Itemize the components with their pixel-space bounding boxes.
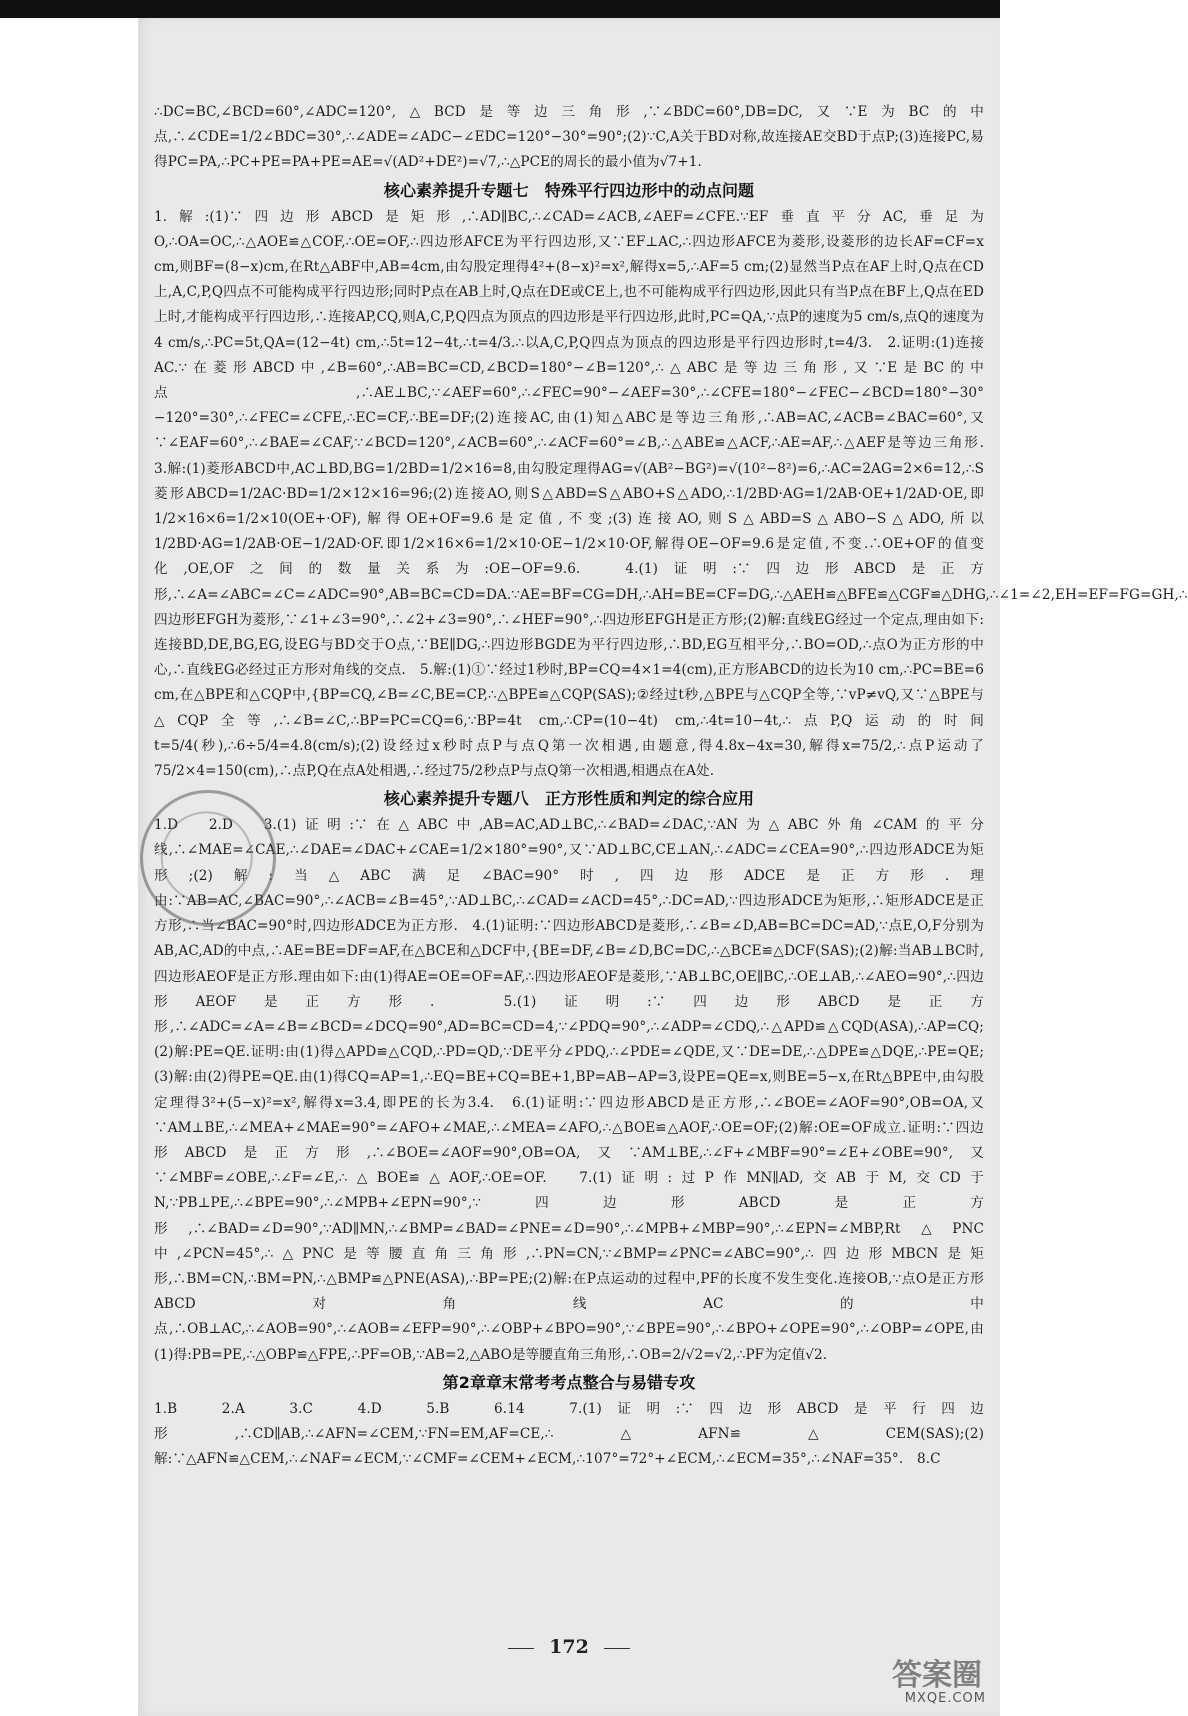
chapter-2-body: 1.B 2.A 3.C 4.D 5.B 6.14 7.(1)证明:∵四边形ABCD是平行四边形,∴CD∥AB,∴∠AFN=∠CEM,∵FN=EM,AF=CE,∴△AFN≌△CEM(SAS);(2)解:∵△AFN≌△CEM,∴∠NAF=∠ECM,∵∠CMF=∠CEM+∠ECM,∴107°=72°+∠ECM,∴∠ECM=35°,∴∠NAF=35°. 8.C bbox=[154, 1400, 984, 1468]
left-white-margin bbox=[0, 18, 138, 1716]
site-watermark bbox=[836, 1650, 986, 1706]
section-heading-7: 核心素养提升专题七 特殊平行四边形中的动点问题 bbox=[383, 180, 755, 200]
right-dash bbox=[604, 1648, 630, 1649]
section-heading-8: 核心素养提升专题八 正方形性质和判定的综合应用 bbox=[383, 789, 755, 809]
section-7-body: 1.解:(1)∵四边形ABCD是矩形,∴AD∥BC,∴∠CAD=∠ACB,∠AEF=∠CFE.∵EF垂直平分AC,垂足为O,∴OA=OC,∴△AOE≌△COF,∴OE=OF,∴四边形AFCE为平行四边形,又∵EF⊥AC,∴四边形AFCE为菱形,设菱形的边长AF=CF=x cm,则BF=(8−x)cm,在Rt△ABF中,AB=4cm,由勾股定理得4²+(8−x)²=x²,解得x=5,∴AF=5 cm;(2)显然当P点在AF上时,Q点在CD上,A,C,P,Q四点不可能构成平行四边形;同时P点在AB上时,Q点在DE或CE上,也不可能构成平行四边形,因此只有当P点在BF上,Q点在ED上时,才能构成平行四边形,∴连接AP,CQ,则A,C,P,Q四点为顶点的四边形是平行四边形,此时,PC=QA,∵点P的速度为5 cm/s,点Q的速度为4 cm/s,∴PC=5t,QA=(12−4t) cm,∴5t=12−4t,∴t=4/3.∴以A,C,P,Q四点为顶点的四边形是平行四边形时,t=4/3. 2.证明:(1)连接AC.∵在菱形ABCD中,∠B=60°,∴AB=BC=CD,∠BCD=180°−∠B=120°,∴△ABC是等边三角形,又∵E是BC的中点,∴AE⊥BC,∵∠AEF=60°,∴∠FEC=90°−∠AEF=30°,∴∠CFE=180°−∠FEC−∠BCD=180°−30°−120°=30°,∴∠FEC=∠CFE,∴EC=CF,∴BE=DF;(2)连接AC,由(1)知△ABC是等边三角形,∴AB=AC,∠ACB=∠BAC=60°,又∵∠EAF=60°,∴∠BAE=∠CAF,∵∠BCD=120°,∠ACB=60°,∴∠ACF=60°=∠B,∴△ABE≌△ACF,∴AE=AF,∴△AEF是等边三角形. 3.解:(1)菱形ABCD中,AC⊥BD,BG=1/2BD=1/2×16=8,由勾股定理得AG=√(AB²−BG²)=√(10²−8²)=6,∴AC=2AG=2×6=12,∴S菱形ABCD=1/2AC·BD=1/2×12×16=96;(2)连接AO,则S△ABD=S△ABO+S△ADO,∴1/2BD·AG=1/2AB·OE+1/2AD·OE,即1/2×16×6=1/2×10(OE+·OF),解得OE+OF=9.6是定值,不变;(3)连接AO,则S△ABD=S△ABO−S△ADO,所以1/2BD·AG=1/2AB·OE−1/2AD·OF.即1/2×16×6=1/2×10·OE−1/2×10·OF,解得OE−OF=9.6是定值,不变.∴OE+OF的值变化,OE,OF之间的数量关系为:OE−OF=9.6. 4.(1)证明:∵四边形ABCD是正方形,∴∠A=∠ABC=∠C=∠ADC=90°,AB=BC=CD=DA.∵AE=BF=CG=DH,∴AH=BE=CF=DG,∴△AEH≌△BFE≌△CGF≌△DHG,∴∠1=∠2,EH=EF=FG=GH,∴四边形EFGH为菱形,∵∠1+∠3=90°,∴∠2+∠3=90°,∴∠HEF=90°,∴四边形EFGH是正方形;(2)解:直线EG经过一个定点,理由如下:连接BD,DE,BG,EG,设EG与BD交于O点,∵BE∥DG,∴四边形BGDE为平行四边形,∴BD,EG互相平分,∴BO=OD,∴点O为正方形的中心,∴直线EG必经过正方形对角线的交点. 5.解:(1)①∵经过1秒时,BP=CQ=4×1=4(cm),正方形ABCD的边长为10 cm,∴PC=BE=6 cm,在△BPE和△CQP中,{BP=CQ,∠B=∠C,BE=CP,∴△BPE≌△CQP(SAS);②经过t秒,△BPE与△CQP全等,∵vP≠vQ,又∵△BPE与△CQP全等,∴∠B=∠C,∴BP=PC=CQ=6,∵BP=4t cm,∴CP=(10−4t) cm,∴4t=10−4t,∴点P,Q运动的时间t=5/4(秒),∴6÷5/4=4.8(cm/s);(2)设经过x秒时点P与点Q第一次相遇,由题意,得4.8x−4x=30,解得x=75/2,∴点P运动了75/2×4=150(cm),∴点P,Q在点A处相遇,∴经过75/2秒点P与点Q第一次相遇,相遇点在A处. bbox=[154, 208, 1188, 780]
section-8-body: 1.D 2.D 3.(1)证明:∵在△ABC中,AB=AC,AD⊥BC,∴∠BAD=∠DAC,∵AN为△ABC外角∠CAM的平分线,∴∠MAE=∠CAE,∴∠DAE=∠DAC+∠CAE=1/2×180°=90°,又∵AD⊥BC,CE⊥AN,∴∠ADC=∠CEA=90°,∴四边形ADCE为矩形;(2)解:当△ABC满足∠BAC=90°时,四边形ADCE是正方形.理由:∵AB=AC,∠BAC=90°,∴∠ACB=∠B=45°,∵AD⊥BC,∴∠CAD=∠ACD=45°,∴DC=AD,∵四边形ADCE为矩形,∴矩形ADCE是正方形,∴当∠BAC=90°时,四边形ADCE为正方形. 4.(1)证明:∵四边形ABCD是菱形,∴∠B=∠D,AB=BC=DC=AD,∵点E,O,F分别为AB,AC,AD的中点,∴AE=BE=DF=AF,在△BCE和△DCF中,{BE=DF,∠B=∠D,BC=DC,∴△BCE≌△DCF(SAS);(2)解:当AB⊥BC时,四边形AEOF是正方形.理由如下:由(1)得AE=OE=OF=AF,∴四边形AEOF是菱形,∵AB⊥BC,OE∥BC,∴OE⊥AB,∴∠AEO=90°,∴四边形AEOF是正方形. 5.(1)证明:∵四边形ABCD是正方形,∴∠ADC=∠A=∠B=∠BCD=∠DCQ=90°,AD=BC=CD=4,∵∠PDQ=90°,∴∠ADP=∠CDQ,∴△APD≌△CQD(ASA),∴AP=CQ;(2)解:PE=QE.证明:由(1)得△APD≌△CQD,∴PD=QD,∵DE平分∠PDQ,∴∠PDE=∠QDE,又∵DE=DE,∴△DPE≌△DQE,∴PE=QE;(3)解:由(2)得PE=QE.由(1)得CQ=AP=1,∴EQ=BE+CQ=BE+1,BP=AB−AP=3,设PE=QE=x,则BE=5−x,在Rt△BPE中,由勾股定理得3²+(5−x)²=x²,解得x=3.4,即PE的长为3.4. 6.(1)证明:∵四边形ABCD是正方形,∴∠BOE=∠AOF=90°,OB=OA,又∵AM⊥BE,∴∠MEA+∠MAE=90°=∠AFO+∠MAE,∴∠MEA=∠AFO,∴△BOE≌△AOF,∴OE=OF;(2)解:OE=OF成立.证明:∵四边形ABCD是正方形,∴∠BOE=∠AOF=90°,OB=OA,又∵AM⊥BE,∴∠F+∠MBF=90°=∠E+∠OBE=90°,又∵∠MBF=∠OBE,∴∠F=∠E,∴△BOE≌△AOF,∴OE=OF. 7.(1)证明:过P作MN∥AD,交AB于M,交CD于N,∵PB⊥PE,∴∠BPE=90°,∴∠MPB+∠EPN=90°,∵四边形ABCD是正方形,∴∠BAD=∠D=90°,∵AD∥MN,∴∠BMP=∠BAD=∠PNE=∠D=90°,∴∠MPB+∠MBP=90°,∴∠EPN=∠MBP,Rt△PNC中,∠PCN=45°,∴△PNC是等腰直角三角形,∴PN=CN,∵∠BMP=∠PNC=∠ABC=90°,∴四边形MBCN是矩形,∴BM=CN,∴BM=PN,∴△BMP≌△PNE(ASA),∴BP=PE;(2)解:在P点运动的过程中,PF的长度不发生变化.连接OB,∵点O是正方形ABCD对角线AC的中点,∴OB⊥AC,∴∠AOB=90°,∴∠AOB=∠EFP=90°,∴∠OBP+∠BPO=90°,∵∠BPE=90°,∴∠BPO+∠OPE=90°,∴∠OBP=∠OPE,由(1)得:PB=PE,∴△OBP≌△FPE,∴PF=OB,∵AB=2,△ABO是等腰直角三角形,∴OB=2/√2=√2,∴PF为定值√2. bbox=[154, 817, 984, 1363]
watermark-logo: 答案圈 bbox=[892, 1658, 982, 1693]
intro-paragraph: ∴DC=BC,∠BCD=60°,∠ADC=120°,△BCD是等边三角形,∵∠BDC=60°,DB=DC,又∵E为BC的中点,∴∠CDE=1/2∠BDC=30°,∴∠ADE=∠ADC−∠EDC=120°−30°=90°;(2)∵C,A关于BD对称,故连接AE交BD于点P;(3)连接PC,易得PC=PA,∴PC+PE=PA+PE=AE=√(AD²+DE²)=√7,∴△PCE的周长的最小值为√7+1. bbox=[154, 104, 984, 171]
top-dark-bar bbox=[0, 0, 1000, 18]
answer-text-body bbox=[154, 100, 1188, 1472]
section-heading-chapter-2: 第2章章末常考考点整合与易错专攻 bbox=[442, 1372, 696, 1392]
left-dash bbox=[508, 1648, 534, 1649]
page-number: 172 bbox=[549, 1636, 589, 1658]
watermark-url: MXQE.COM bbox=[904, 1691, 986, 1706]
